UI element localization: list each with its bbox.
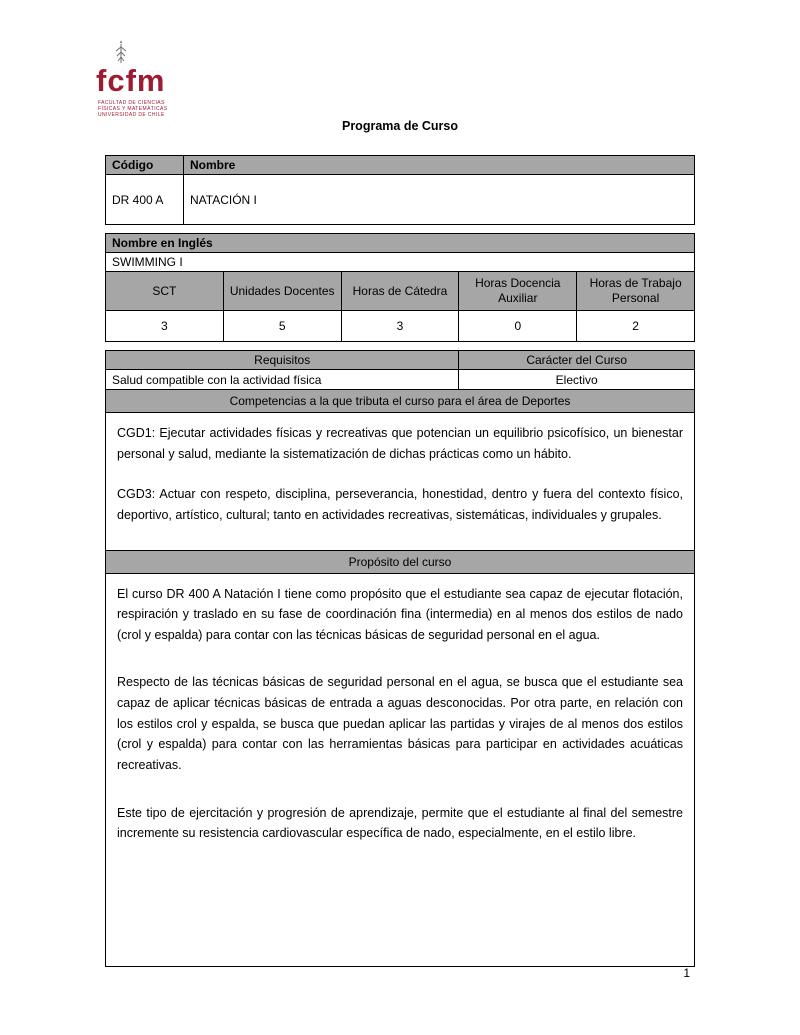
- credits-header-horas-catedra: Horas de Cátedra: [341, 272, 459, 311]
- nombre-ingles-value: SWIMMING I: [106, 253, 695, 272]
- codigo-header: Código: [106, 156, 184, 175]
- competencias-paragraph-cgd3: CGD3: Actuar con respeto, disciplina, perseverancia, honestidad, dentro y fuera del contexto físico, deportivo, artístico, cultural; tanto en actividades recreativas, sistemáticas, individuales y grupales.: [117, 487, 683, 522]
- fcfm-logo: [96, 40, 216, 118]
- competencias-section-header: Competencias a la que tributa el curso para el área de Deportes: [106, 390, 695, 413]
- proposito-section-header: Propósito del curso: [106, 550, 695, 573]
- proposito-paragraph-1: El curso DR 400 A Natación I tiene como propósito que el estudiante sea capaz de ejecutar flotación, respiración y traslado en su fase de coordinación fina (intermedia) en al menos dos estilos de nado (crol y espalda) para contar con las técnicas básicas de seguridad personal en el agua.: [117, 586, 683, 642]
- credits-value-sct: 3: [106, 311, 224, 342]
- credits-header-horas-trabajo-personal: Horas de Trabajo Personal: [577, 272, 695, 311]
- university-emblem-icon: [110, 40, 132, 64]
- course-details-table: [105, 350, 695, 967]
- credits-header-horas-docencia-auxiliar: Horas Docencia Auxiliar: [459, 272, 577, 311]
- proposito-content: [106, 573, 695, 966]
- proposito-paragraph-2: Respecto de las técnicas básicas de seguridad personal en el agua, se busca que el estudiante sea capaz de aplicar técnicas básicas de entrada a aguas desconocidas. Por otra parte, en relación con los estilos crol y espalda, se busca que puedan aplicar las partidas y virajes de al menos dos estilos (crol y espalda) para contar con las herramientas básicas para participar en actividades acuáticas recreativas.: [117, 675, 683, 772]
- requisitos-header: Requisitos: [106, 351, 459, 370]
- fcfm-wordmark: fcfm: [96, 63, 166, 98]
- credits-value-horas-trabajo-personal: 2: [577, 311, 695, 342]
- logo-caption-line-3: UNIVERSIDAD DE CHILE: [98, 112, 165, 118]
- credits-header-unidades-docentes: Unidades Docentes: [223, 272, 341, 311]
- nombre-header: Nombre: [184, 156, 695, 175]
- table-gap: [105, 225, 695, 233]
- logo-caption-line-2: FÍSICAS Y MATEMÁTICAS: [98, 106, 168, 112]
- competencias-content: [106, 413, 695, 551]
- credits-value-horas-catedra: 3: [341, 311, 459, 342]
- credits-value-horas-docencia-auxiliar: 0: [459, 311, 577, 342]
- course-id-table: [105, 155, 695, 225]
- course-program-document: [105, 155, 695, 967]
- credits-header-sct: SCT: [106, 272, 224, 311]
- table-gap: [105, 342, 695, 350]
- requisitos-value: Salud compatible con la actividad física: [106, 370, 459, 390]
- caracter-header: Carácter del Curso: [459, 351, 695, 370]
- logo-caption-line-1: FACULTAD DE CIENCIAS: [98, 100, 165, 106]
- proposito-paragraph-3: Este tipo de ejercitación y progresión de aprendizaje, permite que el estudiante al final del semestre incremente su resistencia cardiovascular específica de nado, especialmente, en el estilo libre.: [117, 805, 683, 841]
- english-name-credits-table: [105, 233, 695, 342]
- caracter-value: Electivo: [459, 370, 695, 390]
- competencias-paragraph-cgd1: CGD1: Ejecutar actividades físicas y recreativas que potencian un equilibrio psicofísico, un bienestar personal y salud, mediante la sistematización de dichas prácticas como un hábito.: [117, 426, 683, 461]
- credits-value-unidades-docentes: 5: [223, 311, 341, 342]
- nombre-ingles-header: Nombre en Inglés: [106, 234, 695, 253]
- page-title: Programa de Curso: [341, 119, 458, 133]
- codigo-value: DR 400 A: [106, 175, 184, 225]
- page-number: 1: [683, 966, 690, 980]
- logo-caption: [98, 100, 216, 118]
- nombre-value: NATACIÓN I: [184, 175, 695, 225]
